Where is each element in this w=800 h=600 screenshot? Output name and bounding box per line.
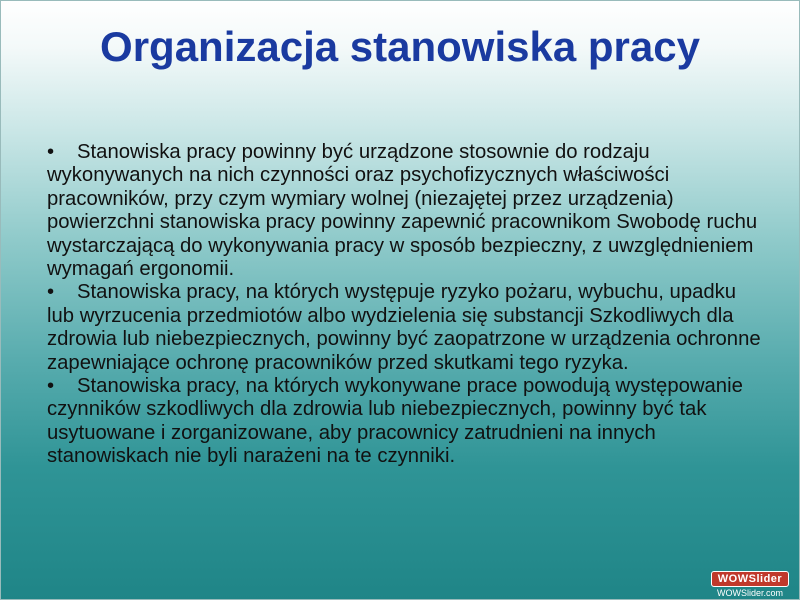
slide-title: Organizacja stanowiska pracy (100, 23, 700, 70)
bullet-item-3 (47, 375, 767, 469)
slide-content (47, 141, 767, 469)
wowslider-watermark[interactable] (707, 569, 793, 598)
bullet-icon: • (47, 375, 55, 398)
bullet-icon: • (47, 281, 55, 304)
bullet-text-1: Stanowiska pracy powinny być urządzone stosownie do rodzaju wykonywanych na nich czynności oraz psychofizycznych właściwości pracowników, przy czym wymiary wolnej (niezajętej przez urządzenia) powierzchni stanowiska pracy powinny zapewnić pracownikom Swobodę ruchu wystarczającą do wykonywania pracy w sposób bezpieczny, z uwzględnieniem wymagań ergonomii. (47, 141, 758, 281)
bullet-item-1 (47, 141, 767, 281)
bullet-item-2 (47, 281, 767, 375)
bullet-icon: • (47, 141, 55, 163)
wowslider-link-text: WOWSlider.com (716, 588, 783, 598)
wowslider-logo-icon: WOWSlider (711, 571, 789, 587)
bullet-text-2: Stanowiska pracy, na których występuje ryzyko pożaru, wybuchu, upadku lub wyrzucenia przedmiotów albo wydzielenia się substancji Szkodliwych dla zdrowia lub niebezpiecznych, powinny być zaopatrzone w urządzenia ochronne zapewniające ochronę pracowników przed skutkami tego ryzyka. (47, 281, 761, 374)
bullet-text-3: Stanowiska pracy, na których wykonywane prace powodują występowanie czynników szkodliwych dla zdrowia lub niebezpiecznych, powinny być tak usytuowane i zorganizowane, aby pracownicy zatrudnieni na innych stanowiskach nie byli narażeni na te czynniki. (47, 375, 743, 468)
